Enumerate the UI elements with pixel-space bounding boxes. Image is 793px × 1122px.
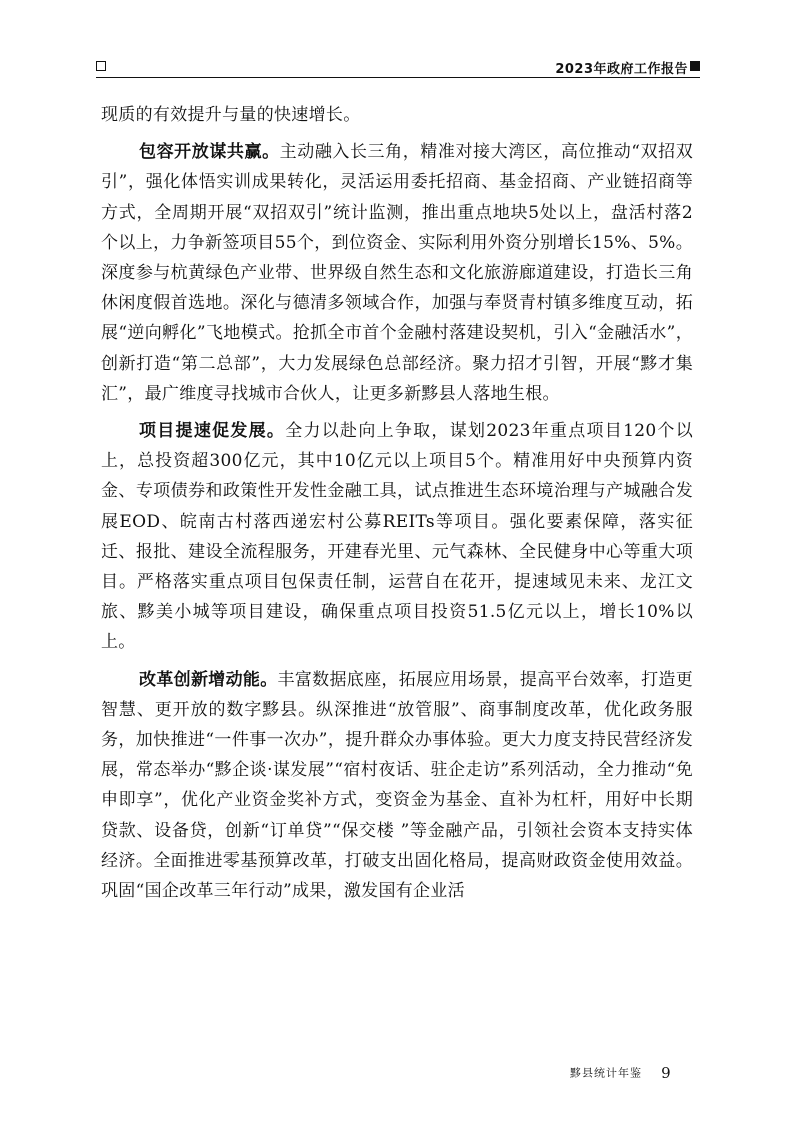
page-number: 9 [661, 1063, 671, 1082]
paragraph-lead: 改革创新增动能。 [139, 669, 278, 690]
paragraph-text: 全力以赴向上争取，谋划2023年重点项目120个以上，总投资超300亿元，其中10亿元以上项目5个。精准用好中央预算内资金、专项债券和政策性开发性金融工具，试点推进生态环境治理与产城融合发展EOD、皖南古村落西递宏村公募REITs等项目。强化要素保障，落实征迁、报批、建设全流程服务，开建春光里、元气森林、全民健身中心等重大项目。严格落实重点项目包保责任制，运营自在花开，提速域见未来、龙江文旅、黟美小城等项目建设，确保重点项目投资51.5亿元以上，增长10%以上。 [101, 421, 693, 653]
page-footer [570, 1062, 671, 1082]
header-divider [96, 77, 700, 78]
footer-label: 黟县统计年鉴 [570, 1066, 642, 1080]
paragraph-text: 现质的有效提升与量的快速增长。 [101, 105, 361, 125]
paragraph-projects [101, 416, 693, 658]
paragraph-lead: 包容开放谋共赢。 [139, 142, 280, 163]
paragraph-continuation [101, 100, 693, 130]
paragraph-lead: 项目提速促发展。 [139, 421, 286, 442]
paragraph-open-cooperation [101, 137, 693, 409]
header-box-icon [96, 61, 106, 71]
paragraph-text: 主动融入长三角，精准对接大湾区，高位推动“双招双引”，强化体悟实训成果转化，灵活运用委托招商、基金招商、产业链招商等方式，全周期开展“双招双引”统计监测，推出重点地块5处以上，盘活村落2个以上，力争新签项目55个，到位资金、实际利用外资分别增长15%、5%。深度参与杭黄绿色产业带、世界级自然生态和文化旅游廊道建设，打造长三角休闲度假首选地。深化与德清多领域合作，加强与奉贤青村镇多维度互动，拓展“逆向孵化”飞地模式。抢抓全市首个金融村落建设契机，引入“金融活水”，创新打造“第二总部”，大力发展绿色总部经济。聚力招才引智，开展“黟才集汇”，最广维度寻找城市合伙人，让更多新黟县人落地生根。 [101, 142, 694, 404]
paragraph-text: 丰富数据底座，拓展应用场景，提高平台效率，打造更智慧、更开放的数字黟县。纵深推进“放管服”、商事制度改革，优化政务服务，加快推进“一件事一次办”，提升群众办事体验。更大力度支持民营经济发展，常态举办“黟企谈·谋发展”“宿村夜话、驻企走访”系列活动，全力推动“免申即享”，优化产业资金奖补方式，变资金为基金、直补为杠杆，用好中长期贷款、设备贷，创新“订单贷”“保交楼 ”等金融产品，引领社会资本支持实体经济。全面推进零基预算改革，打破支出固化格局，提高财政资金使用效益。巩固“国企改革三年行动”成果，激发国有企业活 [101, 669, 694, 902]
header-title: 2023年政府工作报告 [555, 62, 688, 77]
page-header [96, 58, 700, 76]
body-text [101, 100, 693, 913]
header-square-icon [690, 61, 700, 71]
paragraph-reform [101, 665, 693, 907]
